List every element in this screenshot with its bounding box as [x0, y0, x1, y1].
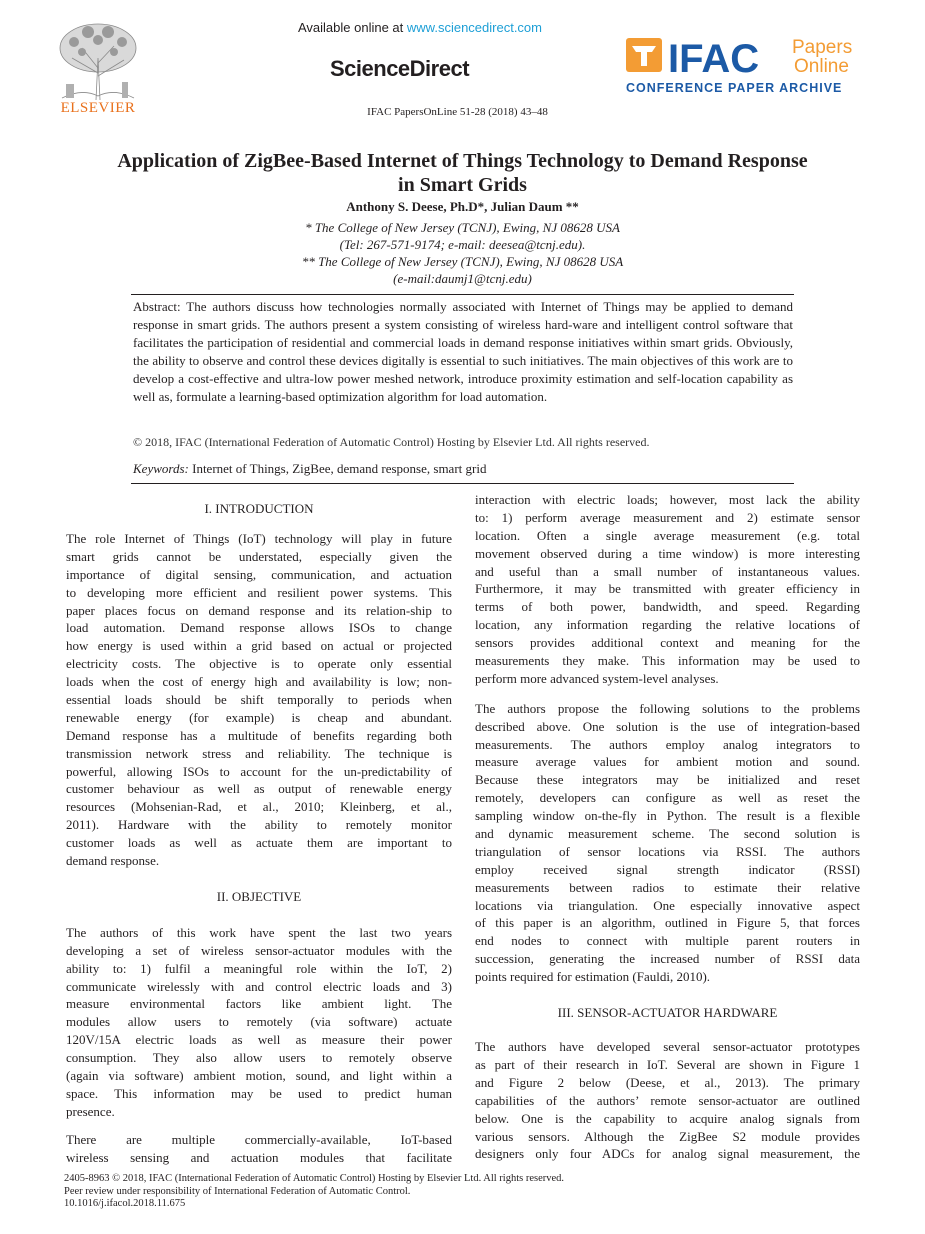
affiliation-line: * The College of New Jersey (TCNJ), Ewing, NJ 08628 USA [305, 220, 620, 235]
affiliations [40, 219, 885, 287]
text-line: space. This information may be used to predict human [66, 1085, 452, 1101]
text-line: described above. One solution is the use of integration-based [475, 718, 860, 734]
text-line: presence. [66, 1103, 115, 1119]
elsevier-wordmark: ELSEVIER [60, 100, 136, 116]
text-line: how energy is used within a grid based on actual or projected [66, 638, 452, 654]
paragraph-hardware [475, 1038, 860, 1163]
text-line: locations via triangulation. One especially innovative aspect [475, 897, 860, 913]
abstract-bottom-rule [131, 483, 794, 484]
text-line: loads when the cost of energy high and availability is low; non- [66, 674, 452, 690]
text-line: measurements between radios to estimate their relative [475, 879, 860, 895]
sciencedirect-logo: ScienceDirect [330, 56, 470, 81]
text-line: location. Often a single average measurement (e.g. total [475, 527, 860, 543]
text-line: end nodes to connect with multiple parent routers in [475, 933, 860, 949]
text-line: of this paper is an algorithm, outlined in Figure 5, that forces [475, 915, 860, 931]
text-line: employ received signal strength indicator (RSSI) [475, 861, 860, 877]
footer-doi[interactable]: 10.1016/j.ifacol.2018.11.675 [64, 1198, 186, 1209]
abstract-top-rule [131, 294, 794, 295]
text-line: and Figure 2 below (Deese, et al., 2013). The primary [475, 1074, 860, 1090]
text-line: paper places focus on demand response and its relation-ship to [66, 602, 452, 618]
text-line: essential loads should be shift temporally to periods when [66, 692, 452, 708]
text-line: measure average values for ambient motion and sound. [475, 754, 860, 770]
text-line: The role Internet of Things (IoT) technology will play in future [66, 531, 452, 546]
text-line: Furthermore, it may be transmitted with greater efficiency in [475, 581, 860, 597]
section-heading-hardware: III. SENSOR-ACTUATOR HARDWARE [557, 1005, 778, 1021]
text-line: remotely, developers can configure as well as reset the [475, 790, 860, 806]
text-line: customer behaviour as well as output of renewable energy [66, 781, 452, 797]
paper-title [40, 149, 885, 197]
text-line: demand response. [66, 853, 160, 869]
paragraph-commercial-modules [66, 1131, 452, 1167]
text-line: Demand response has a multitude of benefits regarding both [66, 727, 452, 743]
text-line: capabilities of the authors’ remote sensor-actuator are outlined [475, 1092, 860, 1108]
text-line: measurements. The authors employ analog integrators to [475, 736, 860, 752]
ifac-logo-text: IFAC [668, 37, 760, 81]
text-line: load automation. Demand response allows ISOs to change [66, 620, 452, 636]
text-line: wireless sensing and actuation modules that facilitate [66, 1149, 452, 1165]
text-line: succession, generating the increased number of RSSI data [475, 951, 860, 967]
text-line: resources (Mohsenian-Rad, et al., 2010; Kleinberg, et al., [66, 799, 452, 815]
text-line: The authors of this work have spent the last two years [66, 924, 452, 940]
text-line: perform more advanced system-level analyses. [475, 670, 719, 686]
left-column [66, 500, 452, 1167]
section-heading-objective: II. OBJECTIVE [216, 888, 302, 904]
text-line: 2011). Hardware with the ability to remotely monitor [66, 817, 452, 833]
text-line: importance of digital sensing, communication, and actuation [66, 566, 452, 582]
footer-peer-review: Peer review under responsibility of International Federation of Automatic Control. [64, 1185, 411, 1197]
footer-copyright: 2405-8963 © 2018, IFAC (International Federation of Automatic Control) Hosting by Elsevier Ltd. All rights reserved. [64, 1173, 565, 1184]
ifac-papers-online-logo [624, 36, 874, 98]
text-line: customer loads as well as actuate them are important to [66, 835, 452, 851]
text-line: The authors propose the following solutions to the problems [475, 700, 860, 716]
journal-citation: IFAC PapersOnLine 51-28 (2018) 43–48 [367, 106, 548, 118]
text-line: Because these integrators may be initialized and reset [475, 772, 860, 788]
text-line: terms of both power, bandwidth, and speed. Regarding [475, 599, 860, 615]
keywords [133, 460, 793, 477]
affiliation-line: (e-mail:daumj1@tcnj.edu) [393, 271, 532, 286]
title-line-2: in Smart Grids [398, 174, 527, 196]
text-line: communicate wirelessly with and control electric loads and 3) [66, 978, 452, 994]
text-line: electricity costs. The objective is to operate only essential [66, 656, 452, 672]
sciencedirect-link[interactable]: www.sciencedirect.com [406, 20, 542, 35]
text-line: powerful, allowing ISOs to account for the un-predictability of [66, 763, 452, 779]
ifac-papers-text: Papers [792, 37, 853, 58]
text-line: sensors provides additional context and meaning for the [475, 635, 860, 651]
text-line: sampling window on-the-fly in Python. The result is a flexible [475, 808, 860, 824]
available-prefix: Available online at [297, 20, 407, 35]
text-line: (again via software) ambient motion, sound, and light within a [66, 1068, 452, 1084]
page-footer [64, 1173, 824, 1211]
ifac-archive-text: CONFERENCE PAPER ARCHIVE [626, 81, 843, 95]
text-line: measure environmental factors like ambient light. The [66, 996, 452, 1012]
text-line: designers only four ADCs for analog signal measurement, the [475, 1146, 860, 1162]
affiliation-line: ** The College of New Jersey (TCNJ), Ewing, NJ 08628 USA [301, 254, 624, 269]
available-online [250, 20, 590, 35]
text-line: below. One is the capability to acquire analog signals from [475, 1110, 860, 1126]
text-line: to: 1) perform average measurement and 2) estimate sensor [475, 509, 860, 525]
ifac-online-text: Online [794, 56, 849, 77]
text-line: The authors have developed several sensor-actuator prototypes [475, 1039, 860, 1055]
text-line: renewable energy (for example) is cheap and abundant. [66, 709, 452, 725]
text-line: and useful than a small number of instantaneous values. [475, 563, 860, 579]
title-line-1: Application of ZigBee-Based Internet of Things Technology to Demand Response [117, 150, 808, 172]
section-heading-introduction: I. INTRODUCTION [204, 501, 314, 516]
text-line: consumption. They also allow users to remotely observe [66, 1050, 452, 1066]
intro-paragraph [66, 530, 452, 870]
text-line: ability to: 1) fulfil a meaningful role within the IoT, 2) [66, 960, 452, 976]
text-line: movement observed during a time window) is more interesting [475, 545, 860, 561]
text-line: There are multiple commercially-available, IoT-based [66, 1131, 452, 1147]
keywords-label: Keywords: [133, 461, 189, 476]
text-line: and dynamic measurement scheme. The second solution is [475, 826, 860, 842]
paragraph-measurement-location [475, 491, 860, 688]
abstract: Abstract: The authors discuss how technologies normally associated with Internet of Things may be applied to demand response in smart grids. The authors present a system consisting of wireless hard-ware and intelligent control software that facilitates the participation of residential and commercial loads in demand response initiatives within smart grids. Obviously, the ability to observe and control these devices digitally is essential to such initiatives. The main objectives of this work are to develop a cost-effective and ultra-low power meshed network, introduce proximity estimation and self-location capability as well as, formulate a learning-based optimization algorithm for load automation. [133, 299, 793, 404]
text-line: developing a set of wireless sensor-actuator modules with the [66, 942, 452, 958]
text-line: points required for estimation (Fauldi, 2010). [475, 969, 711, 985]
right-column [475, 491, 860, 1163]
text-line: as part of their research in IoT. Several are shown in Figure 1 [475, 1056, 860, 1072]
text-line: various sensors. Although the ZigBee S2 module provides [475, 1128, 860, 1144]
text-line: modules allow users to remotely (via software) actuate [66, 1014, 452, 1030]
objective-paragraph [66, 924, 452, 1121]
author-list: Anthony S. Deese, Ph.D*, Julian Daum ** [346, 199, 579, 214]
text-line: interaction with electric loads; however, most lack the ability [475, 492, 860, 507]
text-line: 120V/15A electric loads as well as measure their power [66, 1032, 452, 1048]
text-line: triangulation of sensor locations via RSSI. The authors [475, 843, 860, 859]
text-line: smart grids cannot be understated, especially given the [66, 548, 452, 564]
text-line: location, any information regarding the relative locations of [475, 617, 860, 633]
paragraph-proposed-solutions [475, 700, 860, 986]
text-line: transmission network stress and reliability. The technique is [66, 745, 452, 761]
keywords-list: Internet of Things, ZigBee, demand response, smart grid [188, 461, 487, 476]
affiliation-line: (Tel: 267-571-9174; e-mail: deesea@tcnj.edu). [339, 237, 586, 252]
text-line: to developing more efficient and resilient power systems. This [66, 584, 452, 600]
text-line: measurements they make. This information may be used to [475, 653, 860, 669]
abstract-copyright: © 2018, IFAC (International Federation of Automatic Control) Hosting by Elsevier Ltd. All rights reserved. [133, 435, 650, 449]
